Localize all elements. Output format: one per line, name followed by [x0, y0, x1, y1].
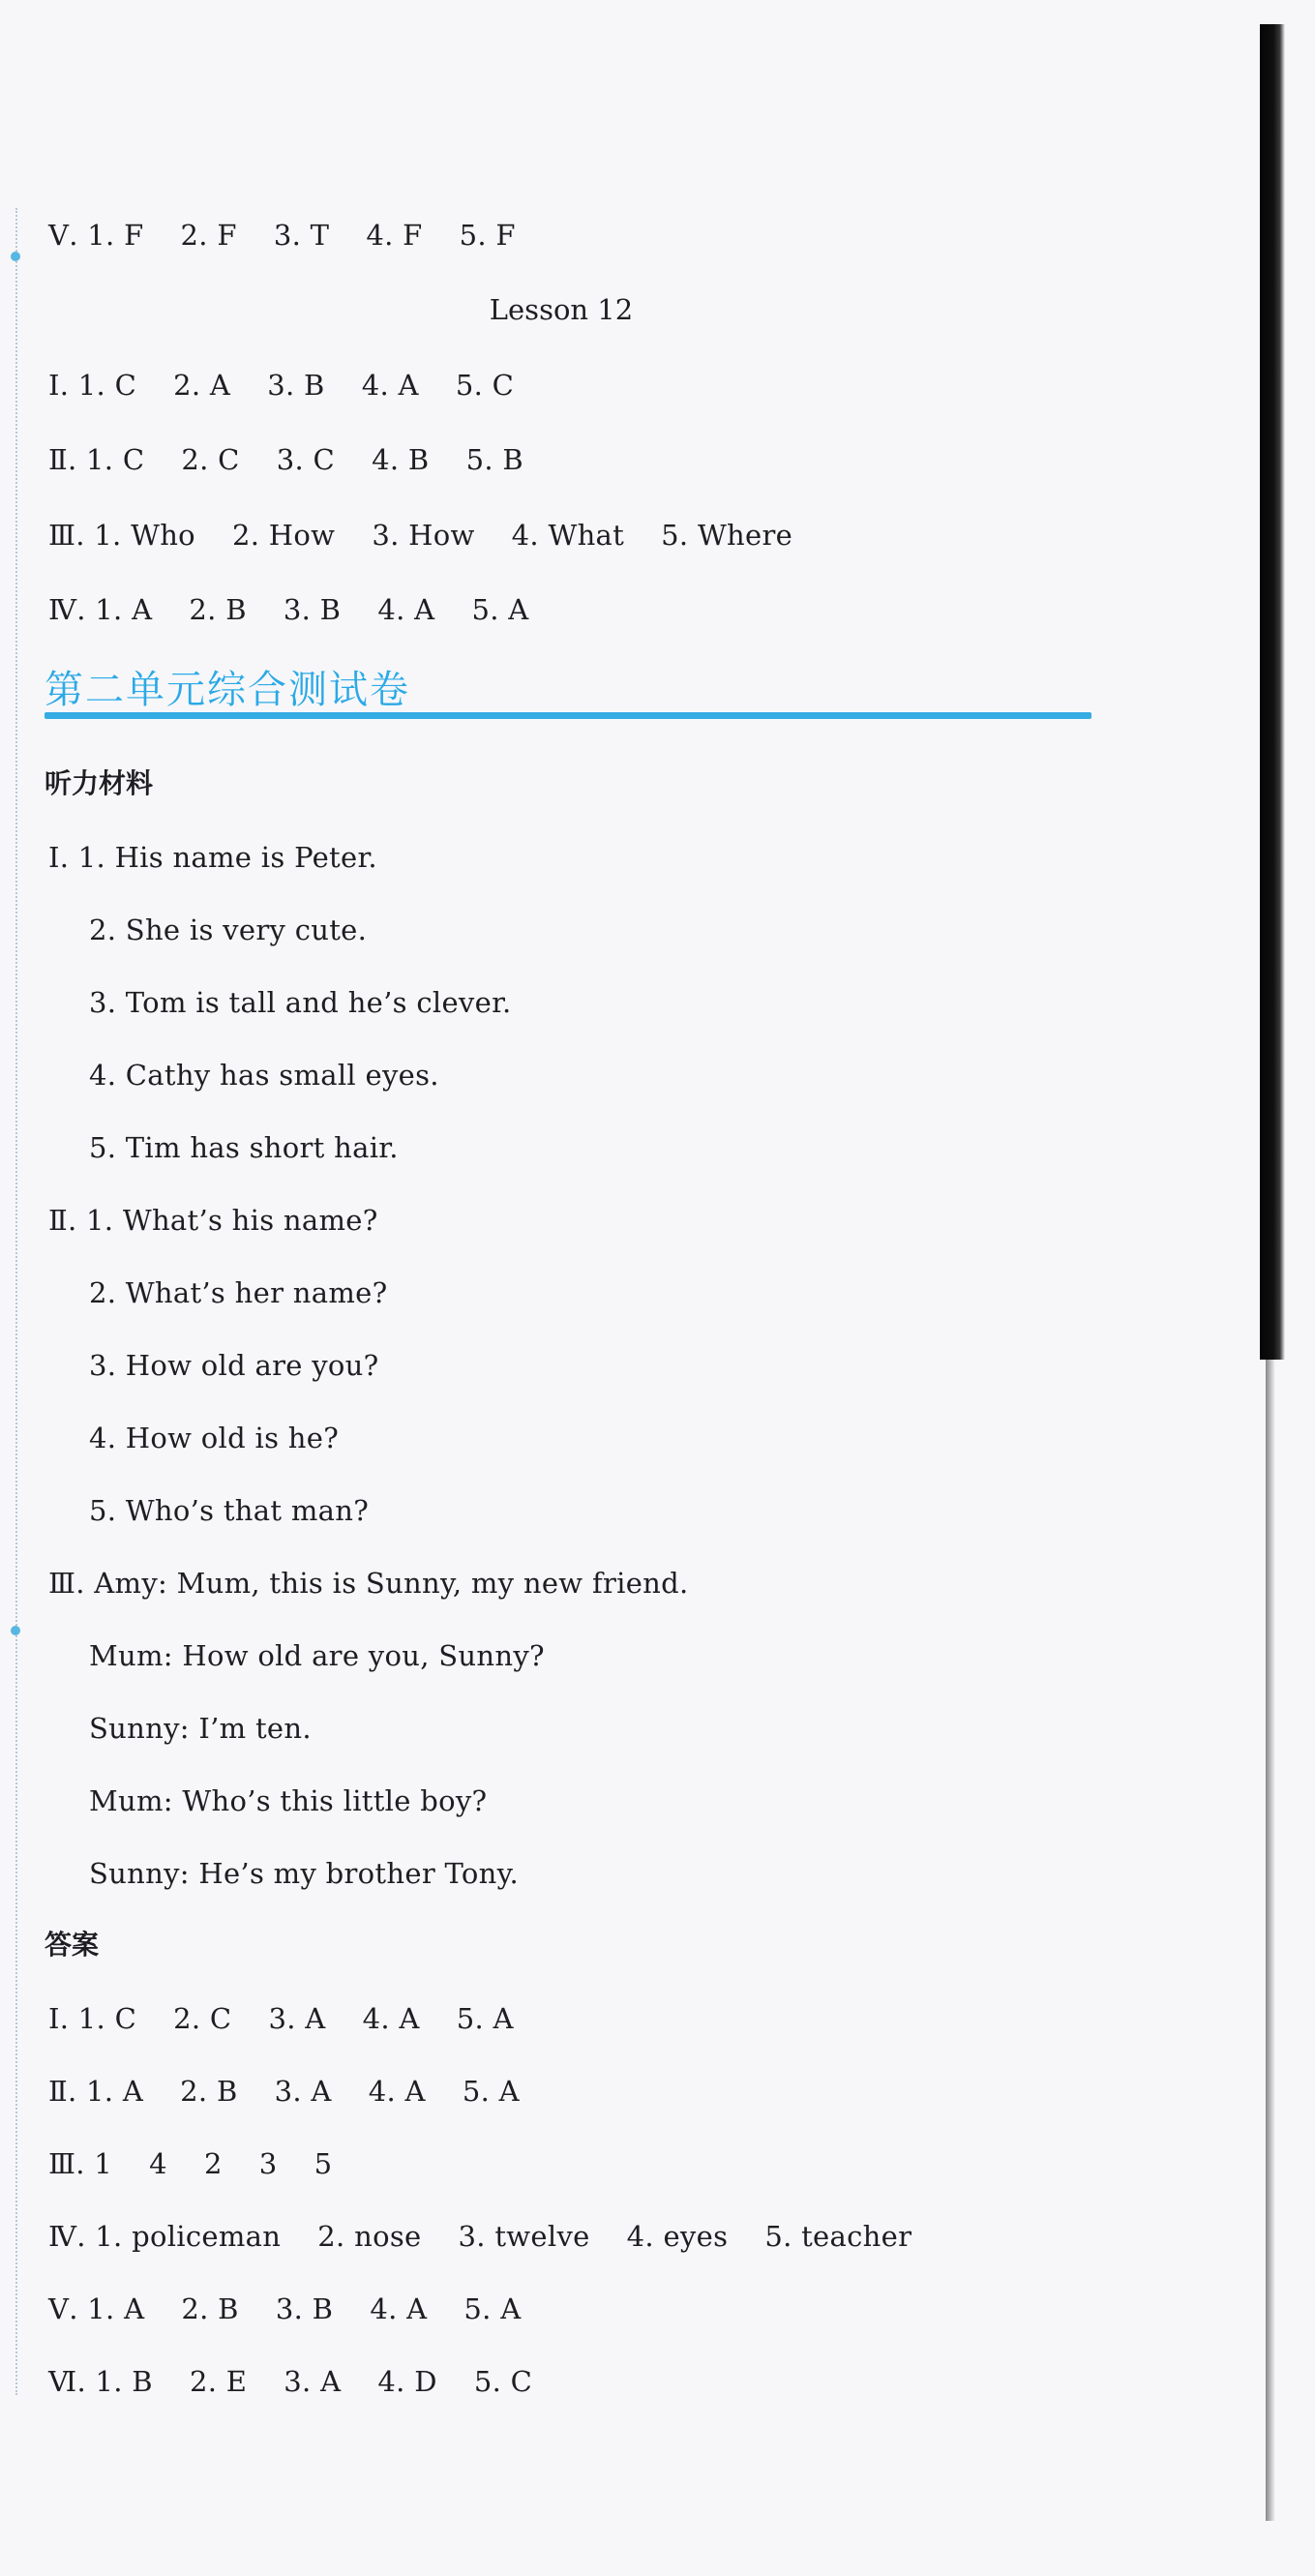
lesson-answer-line: Ⅳ. 1. A 2. B 3. B 4. A 5. A: [48, 593, 529, 626]
section-title-underline: [45, 712, 1091, 719]
lesson-title: Lesson 12: [489, 293, 634, 326]
answers-heading: 答案: [45, 1929, 100, 1961]
scan-shadow-edge: [1260, 24, 1285, 1360]
lesson-answer-line: Ⅲ. 1. Who 2. How 3. How 4. What 5. Where: [48, 519, 793, 552]
listening-heading: 听力材料: [45, 767, 154, 799]
answer-line: Ⅴ. 1. A 2. B 3. B 4. A 5. A: [48, 2292, 522, 2325]
margin-marker-dot: [11, 1626, 20, 1635]
listening-line: Sunny: I’m ten.: [89, 1712, 312, 1745]
listening-line: Ⅱ. 1. What’s his name?: [48, 1204, 378, 1237]
section-title: 第二单元综合测试卷: [45, 668, 410, 712]
listening-line: Mum: Who’s this little boy?: [89, 1784, 488, 1817]
listening-line: 3. How old are you?: [89, 1349, 379, 1382]
answer-line: Ⅵ. 1. B 2. E 3. A 4. D 5. C: [48, 2365, 533, 2398]
margin-marker-dot: [11, 252, 20, 261]
lesson-answer-line: Ⅰ. 1. C 2. A 3. B 4. A 5. C: [48, 369, 515, 402]
answer-line: Ⅱ. 1. A 2. B 3. A 4. A 5. A: [48, 2075, 520, 2108]
listening-line: 4. Cathy has small eyes.: [89, 1059, 439, 1092]
listening-line: Ⅲ. Amy: Mum, this is Sunny, my new friend.: [48, 1567, 689, 1600]
listening-line: 5. Who’s that man?: [89, 1494, 370, 1527]
lesson-answer-line: Ⅱ. 1. C 2. C 3. C 4. B 5. B: [48, 443, 523, 476]
listening-line: 2. She is very cute.: [89, 914, 368, 946]
answer-line: Ⅳ. 1. policeman 2. nose 3. twelve 4. eyes 5. teacher: [48, 2220, 912, 2253]
binding-margin-line: [15, 208, 17, 2395]
listening-line: 4. How old is he?: [89, 1422, 340, 1454]
listening-line: Mum: How old are you, Sunny?: [89, 1639, 545, 1672]
listening-line: Ⅰ. 1. His name is Peter.: [48, 841, 377, 874]
listening-line: 2. What’s her name?: [89, 1276, 388, 1309]
answer-line-v: Ⅴ. 1. F 2. F 3. T 4. F 5. F: [48, 219, 516, 252]
scan-shadow-edge-lower: [1266, 1360, 1275, 2521]
answer-line: Ⅲ. 1 4 2 3 5: [48, 2147, 333, 2180]
listening-line: 5. Tim has short hair.: [89, 1131, 399, 1164]
listening-line: Sunny: He’s my brother Tony.: [89, 1857, 519, 1890]
listening-line: 3. Tom is tall and he’s clever.: [89, 986, 512, 1019]
answer-line: Ⅰ. 1. C 2. C 3. A 4. A 5. A: [48, 2002, 514, 2035]
